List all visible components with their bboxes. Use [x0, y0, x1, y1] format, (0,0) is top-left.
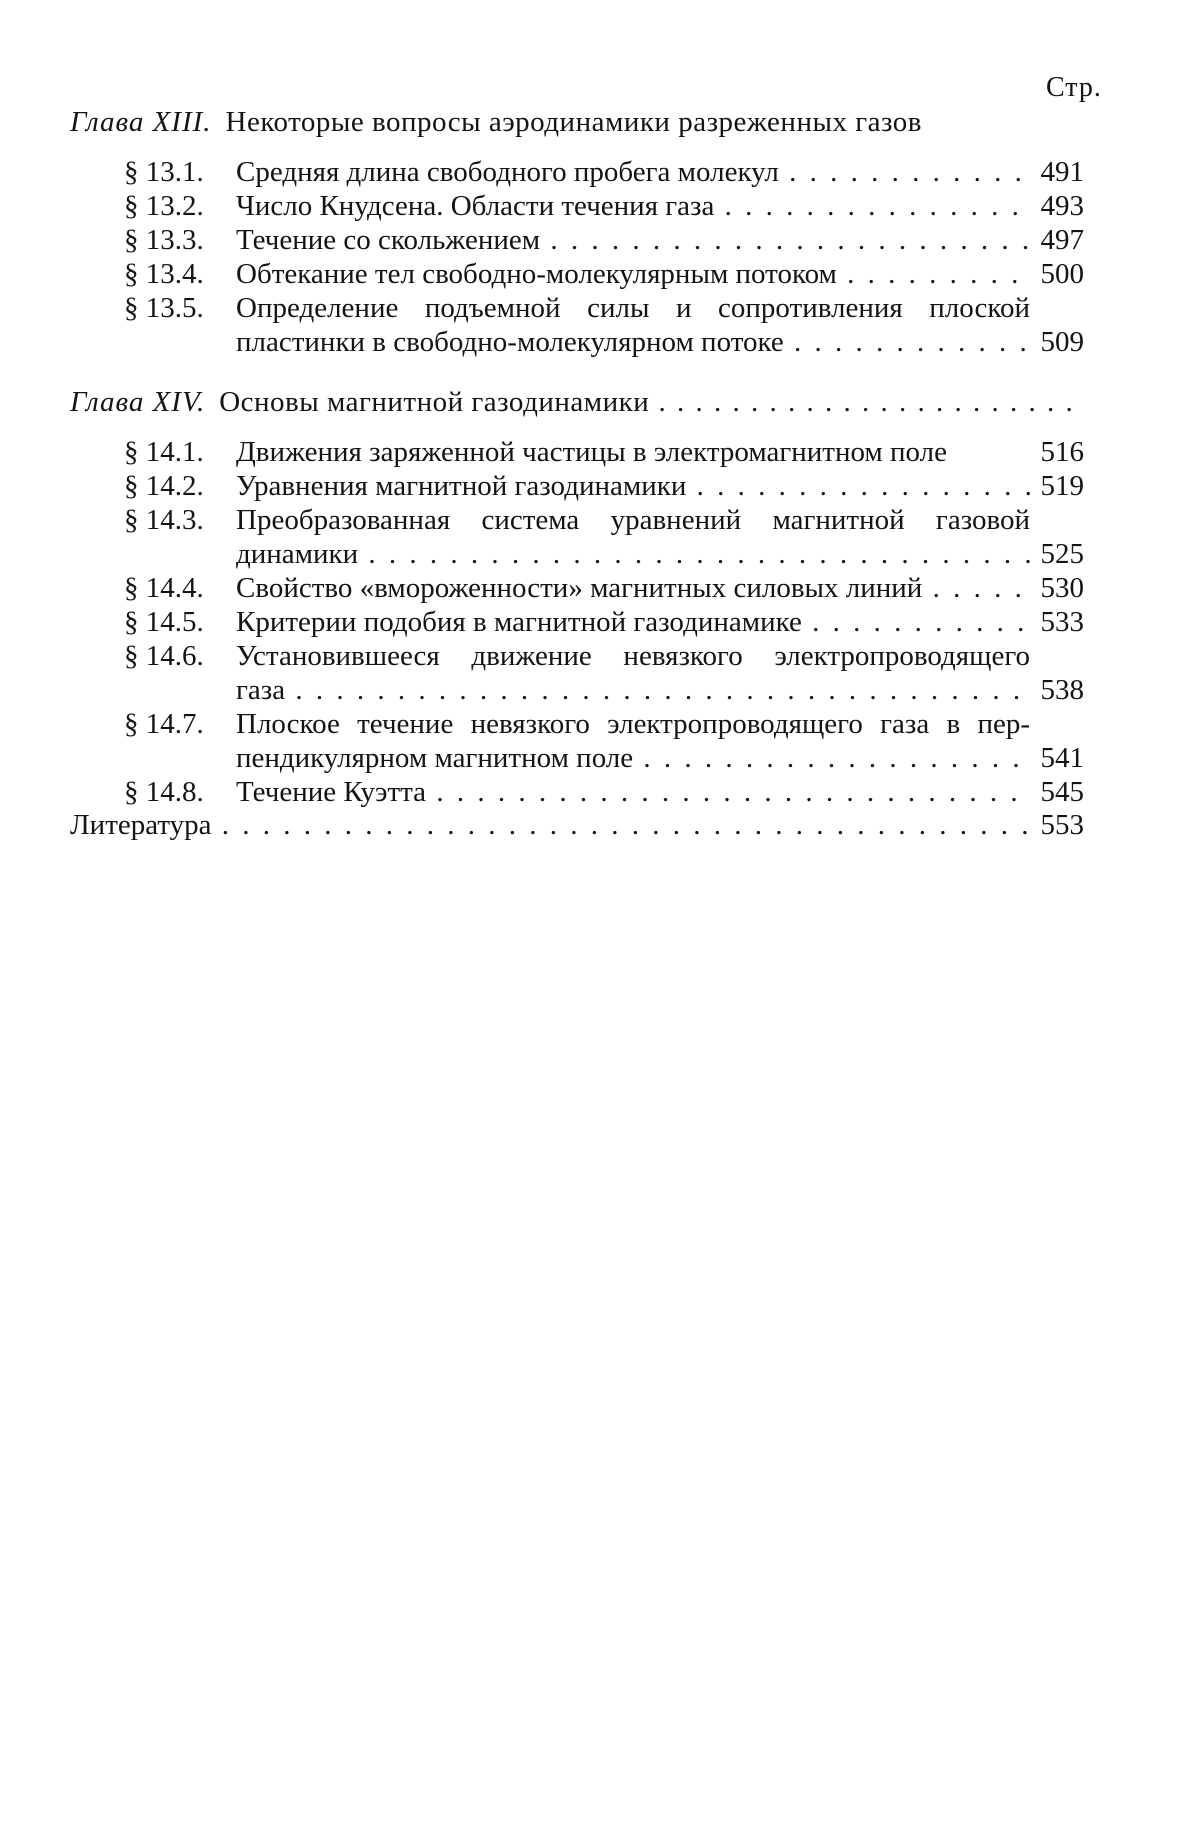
section-number: § 14.4. [124, 572, 204, 604]
section-number: § 13.5. [124, 292, 204, 324]
page-number: 516 [1040, 436, 1084, 468]
section-number: § 14.5. [124, 606, 204, 638]
section-title: Число Кнудсена. Области течения газа . . . [236, 189, 1030, 223]
section-number: § 14.1. [124, 436, 204, 468]
toc-entry [124, 639, 1084, 707]
section-title: Течение Куэтта . . . [236, 775, 1030, 809]
literature-entry [70, 808, 1084, 842]
section-number: § 14.8. [124, 776, 204, 808]
section-title: Установившееся движение невязкого электропроводящего [236, 640, 1030, 672]
toc-entry [124, 571, 1084, 605]
toc-entry [124, 503, 1084, 571]
chapter-title: Основы магнитной газодинамики . . . [219, 385, 1080, 419]
section-title: Уравнения магнитной газодинамики . . . [236, 469, 1030, 503]
section-title-continued: пендикулярном магнитном поле . . . [236, 741, 1030, 775]
section-number: § 14.6. [124, 640, 204, 672]
section-title: Средняя длина свободного пробега молекул . . . [236, 155, 1030, 189]
section-number: § 14.7. [124, 708, 204, 740]
literature-title: Литература . . . [70, 808, 1030, 842]
page-number: 525 [1040, 538, 1084, 570]
page-number: 530 [1040, 572, 1084, 604]
page-number: 545 [1040, 776, 1084, 808]
toc-entry [124, 223, 1084, 257]
page-number: 553 [1040, 809, 1084, 841]
section-title: Определение подъемной силы и сопротивления плоской [236, 292, 1030, 324]
section-title: Течение со скольжением . . . [236, 223, 1030, 257]
page-number: 493 [1040, 190, 1084, 222]
section-number: § 14.3. [124, 504, 204, 536]
section-number: § 13.3. [124, 224, 204, 256]
page-number: 497 [1040, 224, 1084, 256]
chapter-label: Глава XIII. [70, 106, 212, 138]
chapter-heading [70, 385, 1080, 419]
section-title: Свойство «вмороженности» магнитных силовых линий . . . [236, 571, 1030, 605]
page-number: 538 [1040, 674, 1084, 706]
section-number: § 14.2. [124, 470, 204, 502]
toc-entry [124, 291, 1084, 359]
chapter-label: Глава XIV. [70, 386, 206, 418]
toc-entry [124, 469, 1084, 503]
section-number: § 13.2. [124, 190, 204, 222]
toc-entry [124, 189, 1084, 223]
page-number: 533 [1040, 606, 1084, 638]
toc-entry [124, 155, 1084, 189]
section-number: § 13.4. [124, 258, 204, 290]
page-number: 541 [1040, 742, 1084, 774]
page-column-label: Стр. [1046, 72, 1102, 103]
section-title-continued: газа . . . [236, 673, 1030, 707]
section-number: § 13.1. [124, 156, 204, 188]
page-number: 509 [1040, 326, 1084, 358]
toc-entry [124, 605, 1084, 639]
toc-entry [124, 775, 1084, 809]
section-title: Критерии подобия в магнитной газодинамике . . . [236, 605, 1030, 639]
section-title: Обтекание тел свободно-молекулярным потоком . . . [236, 257, 1030, 291]
chapter-heading [70, 105, 1080, 139]
section-title: Преобразованная система уравнений магнитной газовой [236, 504, 1030, 536]
toc-entry [124, 435, 1084, 469]
page-number: 491 [1040, 156, 1084, 188]
toc-entry [124, 707, 1084, 775]
section-title: Плоское течение невязкого электропроводящего газа в пер- [236, 708, 1030, 740]
chapter-title: Некоторые вопросы аэродинамики разреженных газов [225, 106, 922, 138]
page-number: 500 [1040, 258, 1084, 290]
section-title-continued: динамики . . . [236, 537, 1030, 571]
toc-entry [124, 257, 1084, 291]
page-number: 519 [1040, 470, 1084, 502]
section-title-continued: пластинки в свободно-молекулярном потоке . . . [236, 325, 1030, 359]
section-title: Движения заряженной частицы в электромагнитном поле [236, 436, 947, 468]
